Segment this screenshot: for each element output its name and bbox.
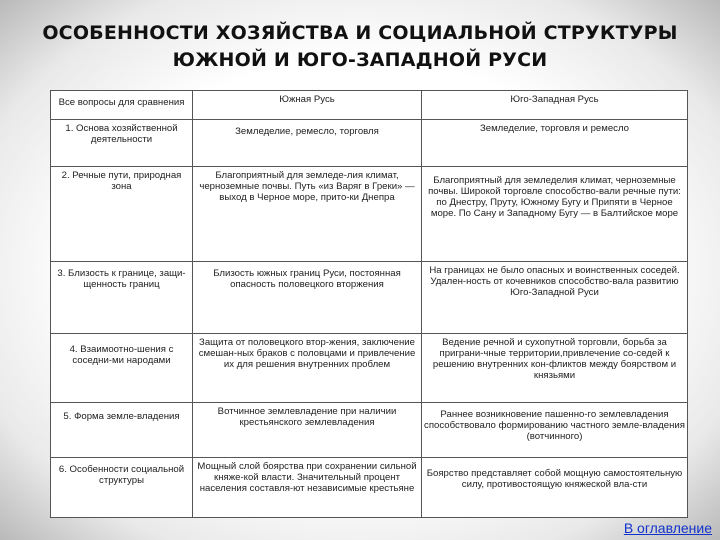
- table-row: [51, 403, 688, 458]
- row-question: 3. Близость к границе, защи-щенность границ: [51, 262, 193, 334]
- row-south-cell: Благоприятный для земледе-лия климат, черноземные почвы. Путь «из Варяг в Греки» — выход в Черное море, прито-ки Днепра: [193, 167, 422, 262]
- row-question: 2. Речные пути, природная зона: [51, 167, 193, 262]
- title-line-1: ОСОБЕННОСТИ ХОЗЯЙСТВА И СОЦИАЛЬНОЙ СТРУКТУРЫ: [42, 22, 678, 44]
- header-questions: Все вопросы для сравнения: [51, 91, 193, 120]
- row-southwest-cell: Благоприятный для земледелия климат, черноземные почвы. Широкой торговле способство-вали речные пути: по Днестру, Пруту, Южному Бугу и Припяти в Черное море. По Сану и Западному Бугу — в Балтийское море: [422, 167, 688, 262]
- table-row: [51, 334, 688, 403]
- row-southwest-cell: Раннее возникновение пашенно-го землевладения способствовало формированию частного земле-владения (вотчинного): [422, 403, 688, 458]
- row-south-cell: Мощный слой боярства при сохранении сильной княже-кой власти. Значительный процент населения составля-ют независимые крестьяне: [193, 458, 422, 518]
- comparison-table: [50, 90, 688, 518]
- row-south-cell: Вотчинное землевладение при наличии крестьянского землевладения: [193, 403, 422, 458]
- row-question: 1. Основа хозяйственной деятельности: [51, 120, 193, 167]
- table-row: [51, 120, 688, 167]
- row-south-cell: Близость южных границ Руси, постоянная опасность половецкого вторжения: [193, 262, 422, 334]
- row-southwest-cell: Земледелие, торговля и ремесло: [422, 120, 688, 167]
- header-south-rus: Южная Русь: [193, 91, 422, 120]
- title-line-2: ЮЖНОЙ И ЮГО-ЗАПАДНОЙ РУСИ: [172, 49, 548, 71]
- row-south-cell: Защита от половецкого втор-жения, заключение смешан-ных браков с половцами и привлечение их для решения внутренних проблем: [193, 334, 422, 403]
- row-southwest-cell: На границах не было опасных и воинственных соседей. Удален-ность от кочевников способство-вала развитию Юго-Западной Руси: [422, 262, 688, 334]
- toc-link[interactable]: В оглавление: [623, 520, 712, 536]
- table-header-row: [51, 91, 688, 120]
- row-question: 4. Взаимоотно-шения с соседни-ми народами: [51, 334, 193, 403]
- row-southwest-cell: Ведение речной и сухопутной торговли, борьба за приграни-чные территории,привлечение со-седей к решению внутренних кон-фликтов между боярством и князьями: [422, 334, 688, 403]
- table-row: [51, 167, 688, 262]
- table-row: [51, 262, 688, 334]
- row-south-cell: Земледелие, ремесло, торговля: [193, 120, 422, 167]
- table-row: [51, 458, 688, 518]
- page-title: [0, 20, 720, 74]
- row-southwest-cell: Боярство представляет собой мощную самостоятельную силу, противостоящую княжеской вла-сти: [422, 458, 688, 518]
- row-question: 5. Форма земле-владения: [51, 403, 193, 458]
- row-question: 6. Особенности социальной структуры: [51, 458, 193, 518]
- header-southwest-rus: Юго-Западная Русь: [422, 91, 688, 120]
